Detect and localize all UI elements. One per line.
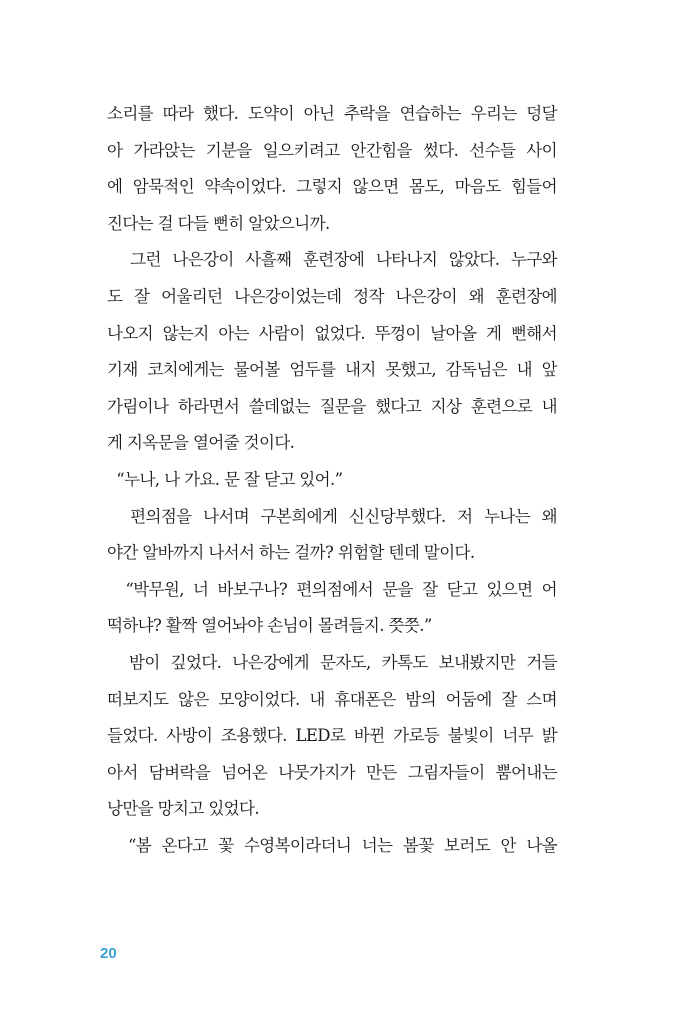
text-line: 아서 담벼락을 넘어온 나뭇가지가 만든 그림자들이 뿜어내는 [107,762,557,782]
text-line: 진다는 걸 다들 뻔히 알았으니까. [107,213,330,233]
text-line: 밤이 깊었다. 나은강에게 문자도, 카톡도 보내봤지만 거들 [107,652,557,672]
text-line: 야간 알바까지 나서서 하는 걸까? 위험할 텐데 말이다. [107,543,475,563]
text-line: 가림이나 하라면서 쓸데없는 질문을 했다고 지상 훈련으로 내 [107,396,557,416]
page-number: 20 [100,945,117,962]
text-line: 편의점을 나서며 구본희에게 신신당부했다. 저 누나는 왜 [107,506,557,526]
text-line: 들었다. 사방이 조용했다. LED로 바뀐 가로등 불빛이 너무 밝 [107,726,557,746]
text-line: 그런 나은강이 사흘째 훈련장에 나타나지 않았다. 누구와 [107,250,557,270]
text-line: 소리를 따라 했다. 도약이 아닌 추락을 연습하는 우리는 덩달 [107,104,557,123]
text-line: 낭만을 망치고 있었다. [107,799,259,819]
body-text [107,96,557,864]
text-line: “박무원, 너 바보구나? 편의점에서 문을 잘 닫고 있으면 어 [107,579,557,599]
text-line: 기재 코치에게는 물어볼 엄두를 내지 못했고, 감독님은 내 앞 [107,360,557,380]
text-line: 게 지옥문을 열어줄 것이다. [107,433,295,453]
text-line: “누나, 나 가요. 문 잘 닫고 있어.” [107,469,343,489]
text-line: 떡하냐? 활짝 열어놔야 손님이 몰려들지. 쯧쯧.” [107,616,432,636]
text-line: 아 가라앉는 기분을 일으키려고 안간힘을 썼다. 선수들 사이 [107,140,557,160]
text-line: 도 잘 어울리던 나은강이었는데 정작 나은강이 왜 훈련장에 [107,286,557,306]
text-line: 에 암묵적인 약속이었다. 그렇지 않으면 몸도, 마음도 힘들어 [107,177,557,197]
text-line: 떠보지도 않은 모양이었다. 내 휴대폰은 밤의 어둠에 잘 스며 [107,689,557,709]
text-line: 나오지 않는지 아는 사람이 없었다. 뚜껑이 날아올 게 뻔해서 [107,323,557,343]
text-line: “봄 온다고 꽃 수영복이라더니 너는 봄꽃 보러도 안 나올 [107,835,557,855]
